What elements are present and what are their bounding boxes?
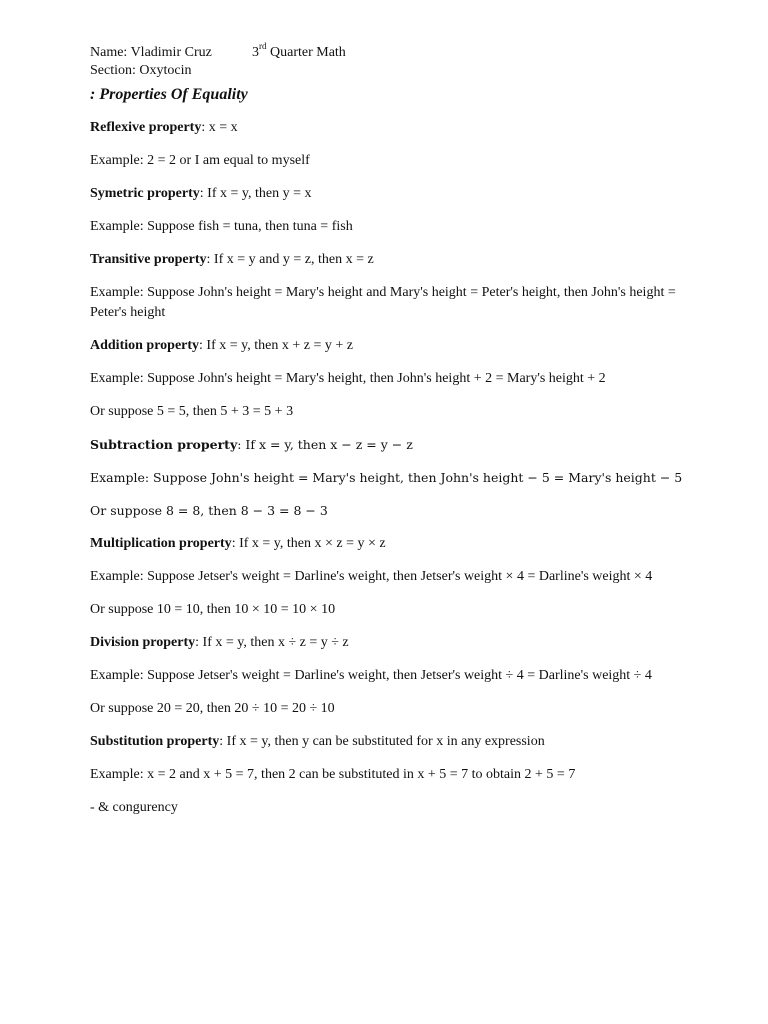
example-paragraph: [90, 666, 690, 686]
paragraph-text: : If x = y and y = z, then x = z: [206, 252, 374, 267]
paragraph-text: : x = x: [201, 120, 238, 135]
paragraph-text: : If x = y, then x × z = y × z: [231, 536, 386, 551]
example-paragraph: [90, 369, 690, 389]
example-paragraph: [90, 468, 690, 488]
example-paragraph: [90, 402, 690, 422]
paragraph-text: Example: Suppose John's height = Mary's height, then John's height + 2 = Mary's height + 2: [90, 371, 606, 386]
example-paragraph: [90, 501, 690, 521]
quarter-label: [252, 41, 346, 62]
example-paragraph: [90, 765, 690, 785]
paragraph-text: Example: Suppose John's height = Mary's height, then John's height − 5 = Mary's height − 5: [90, 470, 683, 485]
paragraph-text: Or suppose 5 = 5, then 5 + 3 = 5 + 3: [90, 404, 294, 419]
property-definition: [90, 633, 690, 653]
section-line: [90, 62, 690, 80]
section-label: Section: Oxytocin: [90, 63, 192, 78]
property-definition: [90, 118, 690, 138]
paragraph-text: : If x = y, then y = x: [199, 186, 312, 201]
example-paragraph: [90, 798, 690, 818]
quarter-suffix: rd: [259, 41, 267, 52]
property-definition: [90, 534, 690, 554]
quarter-text: Quarter Math: [266, 45, 346, 60]
paragraph-text: : If x = y, then y can be substituted for x in any expression: [219, 734, 545, 749]
example-paragraph: [90, 600, 690, 620]
property-term: Addition property: [90, 338, 200, 353]
property-definition: [90, 732, 690, 752]
property-definition: [90, 435, 690, 455]
property-term: Substitution property: [90, 734, 220, 749]
example-paragraph: [90, 283, 690, 323]
paragraph-text: - & congurency: [90, 800, 178, 815]
paragraph-text: Example: x = 2 and x + 5 = 7, then 2 can be substituted in x + 5 = 7 to obtain 2 + 5 = 7: [90, 767, 576, 782]
paragraph-text: Example: 2 = 2 or I am equal to myself: [90, 153, 310, 168]
quarter-number: 3: [252, 45, 259, 60]
paragraph-list: [90, 118, 690, 818]
paragraph-text: : If x = y, then x − z = y − z: [237, 437, 413, 452]
paragraph-text: Or suppose 10 = 10, then 10 × 10 = 10 × 10: [90, 602, 336, 617]
paragraph-text: Example: Suppose Jetser's weight = Darline's weight, then Jetser's weight × 4 = Darline's weight × 4: [90, 569, 653, 584]
property-definition: [90, 184, 690, 204]
property-term: Multiplication property: [90, 536, 232, 551]
example-paragraph: [90, 699, 690, 719]
property-term: Transitive property: [90, 252, 207, 267]
example-paragraph: [90, 151, 690, 171]
example-paragraph: [90, 567, 690, 587]
example-paragraph: [90, 217, 690, 237]
document-page: [90, 41, 690, 818]
property-term: Subtraction property: [90, 437, 238, 452]
paragraph-text: : If x = y, then x + z = y + z: [199, 338, 353, 353]
property-definition: [90, 250, 690, 270]
property-definition: [90, 336, 690, 356]
paragraph-text: Example: Suppose fish = tuna, then tuna = fish: [90, 219, 353, 234]
student-name: Name: Vladimir Cruz: [90, 45, 212, 60]
paragraph-text: : If x = y, then x ÷ z = y ÷ z: [195, 635, 349, 650]
paragraph-text: Or suppose 8 = 8, then 8 − 3 = 8 − 3: [90, 503, 328, 518]
paragraph-text: Or suppose 20 = 20, then 20 ÷ 10 = 20 ÷ 10: [90, 701, 335, 716]
property-term: Reflexive property: [90, 120, 202, 135]
paragraph-text: Example: Suppose John's height = Mary's height and Mary's height = Peter's height, then John's height = Peter's height: [90, 285, 676, 320]
header-line: [90, 41, 690, 62]
page-title: : Properties Of Equality: [90, 86, 248, 103]
property-term: Division property: [90, 635, 196, 650]
paragraph-text: Example: Suppose Jetser's weight = Darline's weight, then Jetser's weight ÷ 4 = Darline's weight ÷ 4: [90, 668, 652, 683]
property-term: Symetric property: [90, 186, 200, 201]
